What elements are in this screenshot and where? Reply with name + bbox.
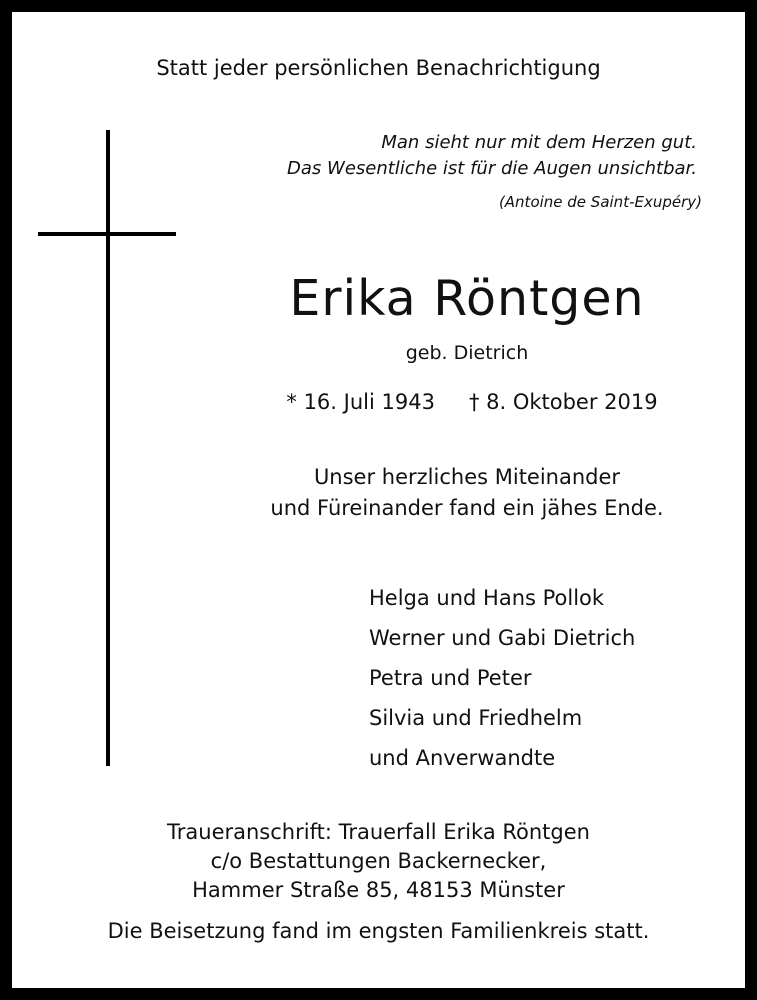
message-line-2: und Füreinander fand ein jähes Ende. — [270, 496, 664, 520]
message — [212, 462, 722, 524]
quote-author: (Antoine de Saint-Exupéry) — [498, 193, 702, 211]
birth-date: * 16. Juli 1943 — [286, 390, 435, 414]
address-line-2: c/o Bestattungen Backernecker, — [210, 849, 547, 873]
message-line-1: Unser herzliches Miteinander — [313, 465, 621, 489]
mourner: und Anverwandte — [369, 746, 556, 770]
mourning-address — [12, 818, 745, 905]
quote-line-1: Man sieht nur mit dem Herzen gut. — [381, 132, 697, 153]
quote — [192, 130, 697, 182]
obituary-card — [12, 12, 745, 988]
burial-note: Die Beisetzung fand im engsten Familienkreis statt. — [107, 919, 650, 943]
death-date: † 8. Oktober 2019 — [468, 390, 658, 414]
mourner: Petra und Peter — [369, 666, 532, 690]
mourner: Silvia und Friedhelm — [369, 706, 583, 730]
life-dates — [252, 390, 692, 414]
mourner: Helga und Hans Pollok — [369, 586, 605, 610]
header-notice: Statt jeder persönlichen Benachrichtigung — [156, 56, 601, 80]
mourners-list — [369, 578, 709, 778]
maiden-name: geb. Dietrich — [405, 342, 529, 364]
mourner: Werner und Gabi Dietrich — [369, 626, 636, 650]
address-line-3: Hammer Straße 85, 48153 Münster — [192, 878, 565, 902]
quote-line-2: Das Wesentliche ist für die Augen unsichtbar. — [287, 158, 697, 179]
cross-icon-vertical — [106, 130, 110, 766]
cross-icon-horizontal — [38, 232, 176, 236]
address-line-1: Traueranschrift: Trauerfall Erika Röntgen — [167, 820, 590, 844]
deceased-name: Erika Röntgen — [289, 270, 645, 327]
